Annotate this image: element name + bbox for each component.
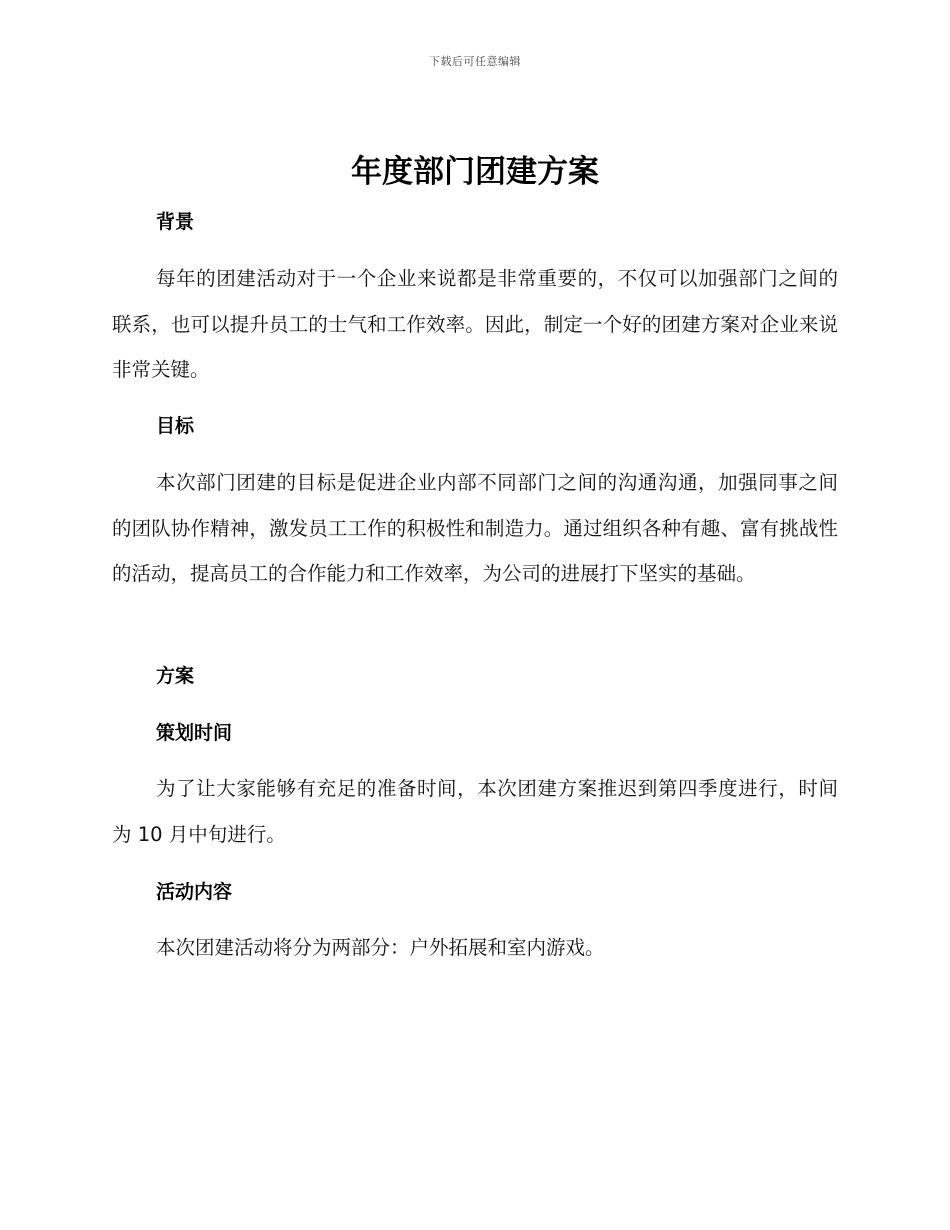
paragraph-activities: 本次团建活动将分为两部分：户外拓展和室内游戏。 — [156, 936, 605, 959]
header-note: 下载后可任意编辑 — [429, 55, 521, 68]
paragraph-schedule: 为了让大家能够有充足的准备时间，本次团建方案推迟到第四季度进行，时间为 10 月中旬进行。 — [112, 777, 838, 846]
section-heading-plan: 方案 — [156, 665, 195, 687]
document-title: 年度部门团建方案 — [351, 154, 599, 190]
section-heading-background: 背景 — [156, 211, 195, 233]
paragraph-background: 每年的团建活动对于一个企业来说都是非常重要的，不仅可以加强部门之间的联系，也可以提升员工的士气和工作效率。因此，制定一个好的团建方案对企业来说非常关键。 — [112, 267, 838, 381]
section-heading-goal: 目标 — [156, 415, 195, 437]
section-heading-activities: 活动内容 — [156, 881, 233, 903]
paragraph-goal: 本次部门团建的目标是促进企业内部不同部门之间的沟通沟通，加强同事之间的团队协作精神，激发员工工作的积极性和制造力。通过组织各种有趣、富有挑战性的活动，提高员工的合作能力和工作效率，为公司的进展打下坚实的基础。 — [112, 471, 838, 585]
section-heading-schedule: 策划时间 — [156, 722, 233, 744]
